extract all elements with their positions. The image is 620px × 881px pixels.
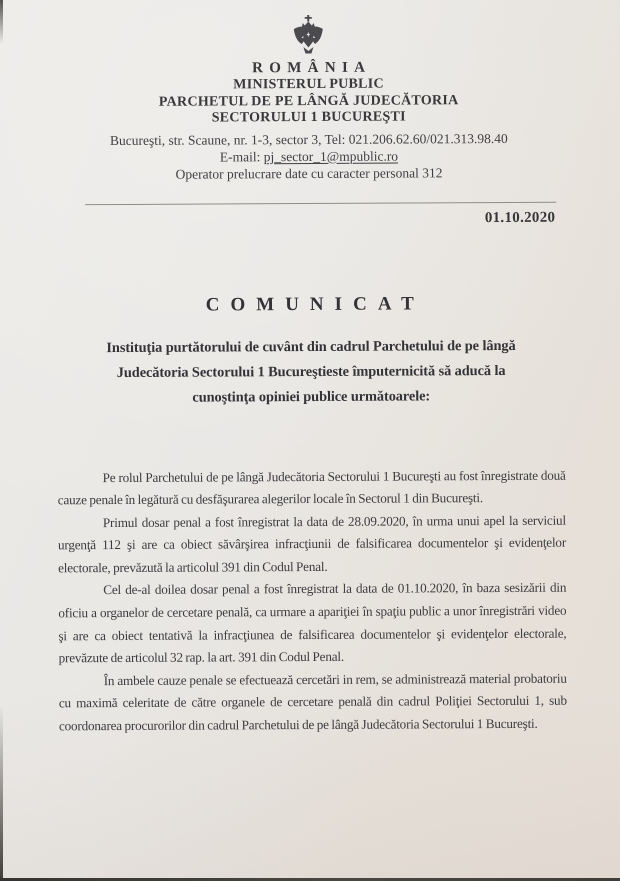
intro-paragraph: Instituţia purtătorului de cuvânt din cadrul Parchetului de pe lângă Judecătoria Sectorului 1 Bucureştieste împuternicită să aducă la cunoştinţa opiniei publice următoarele: bbox=[106, 337, 516, 406]
institution-line-3: SECTORULUI 1 BUCUREŞTI bbox=[211, 109, 406, 126]
body-paragraph-3: Cel de-al doilea dosar penal a fost înregistrat la data de 01.10.2020, în baza sesizării din oficiu a organelor de cercetare penală, ca urmare a apariţiei în spaţiu public a unor înregistrări video şi are ca obiect tentativă la infracţiunea de falsificarea documentelor şi evidenţelor electorale, prevăzute de articolul 32 rap. la art. 391 din Codul Penal. bbox=[58, 580, 567, 666]
romania-coat-of-arms-icon bbox=[292, 14, 324, 58]
separator-line bbox=[85, 201, 556, 204]
document-body bbox=[1, 464, 620, 738]
document-title: COMUNICAT bbox=[205, 292, 425, 316]
operator-line: Operator prelucrare date cu caracter personal 312 bbox=[175, 164, 443, 182]
body-paragraph-1: Pe rolul Parchetului de pe lângă Judecătoria Sectorului 1 Bucureşti au fost înregistrate două cauze penale în legătură cu desfăşurarea alegerilor locale în Sectorul 1 din Bucureşti. bbox=[57, 467, 566, 508]
email-label: E-mail: bbox=[219, 148, 261, 164]
country-name: ROMÂNIA bbox=[252, 59, 372, 77]
institution-line-1: MINISTERUL PUBLIC bbox=[233, 76, 384, 93]
address-line: Bucureşti, str. Scaune, nr. 1-3, sector 3, Tel: 021.206.62.60/021.313.98.40 bbox=[109, 130, 508, 148]
body-paragraph-4: În ambele cauze penale se efectuează cercetări in rem, se administrează material probatoriu cu maximă celeritate de către organele de cercetare penală din cadrul Poliţiei Sectorului 1, sub coordonarea procurorilor din cadrul Parchetului de pe lângă Judecătoria Sectorului 1 Bucureşti. bbox=[58, 670, 567, 734]
institution-line-2: PARCHETUL DE PE LÂNGĂ JUDECĂTORIA bbox=[158, 92, 459, 110]
body-paragraph-2: Primul dosar penal a fost înregistrat la data de 28.09.2020, în urma unui apel la serviciul urgenţă 112 şi are ca obiect săvârşirea infracţiunii de falsificarea documentelor şi evidenţelor electorale, prevăzută la articolul 391 din Codul Penal. bbox=[57, 512, 567, 576]
photo-edge-left bbox=[0, 0, 3, 881]
document-date: 01.10.2020 bbox=[484, 209, 556, 226]
email-address: pj_sector_1@mpublic.ro bbox=[263, 148, 399, 164]
